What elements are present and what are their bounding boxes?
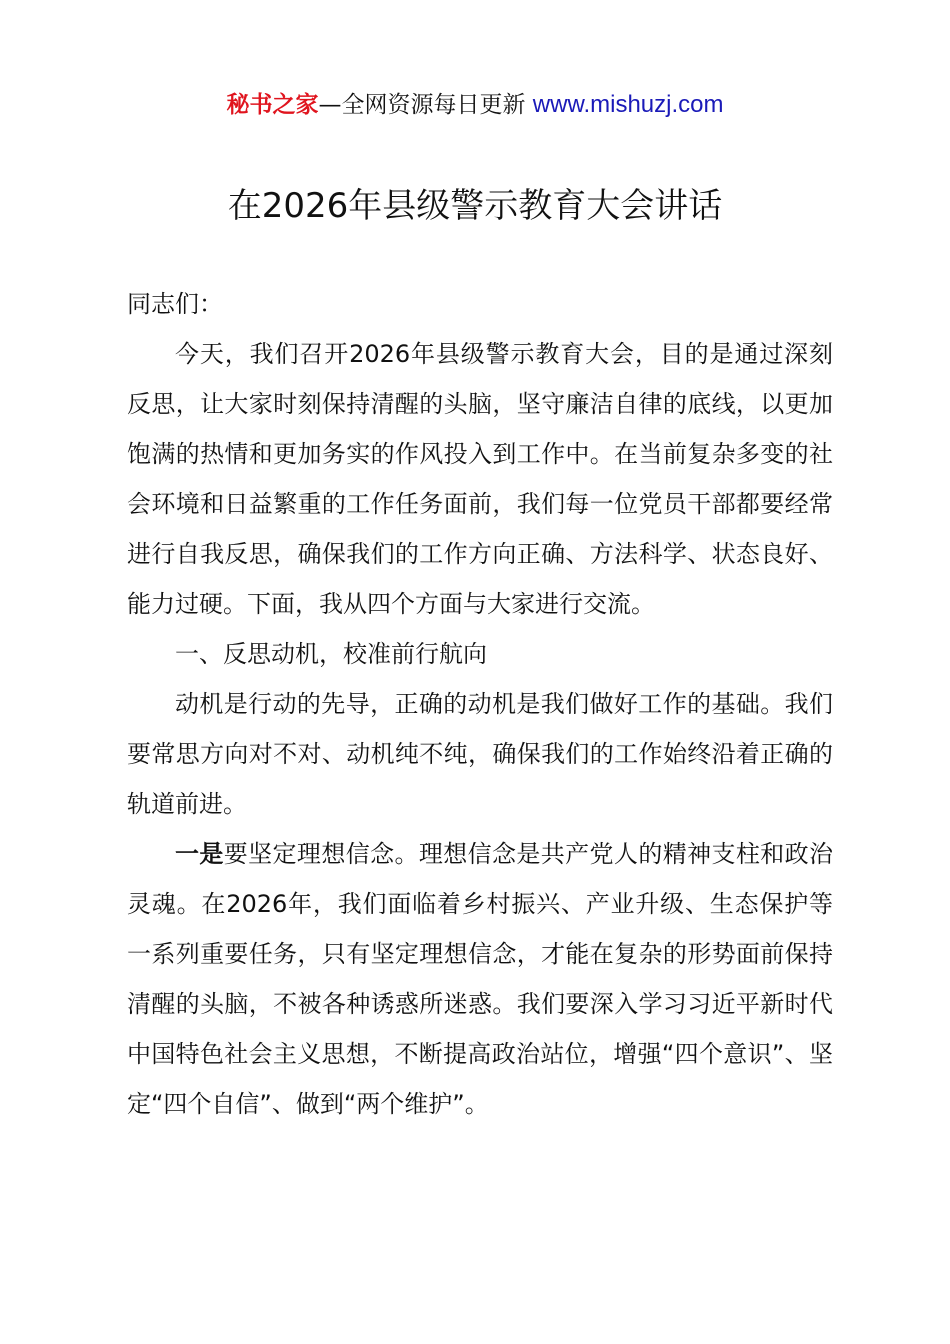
- section-heading: 一、反思动机，校准前行航向: [175, 640, 487, 668]
- salutation: 同志们：: [127, 290, 223, 318]
- document-title: 在2026年县级警示教育大会讲话: [227, 186, 723, 226]
- section-paragraph: 动机是行动的先导，正确的动机是我们做好工作的基础。我们要常思方向对不对、动机纯不纯，确保我们的工作始终沿着正确的轨道前进。: [127, 690, 833, 818]
- point-paragraph: [127, 829, 833, 1129]
- site-header: [0, 88, 950, 122]
- site-url-link[interactable]: www.mishuzj.com: [532, 91, 724, 118]
- document-body: [127, 279, 833, 1129]
- point-text: 要坚定理想信念。理想信念是共产党人的精神支柱和政治灵魂。在2026年，我们面临着乡村振兴、产业升级、生态保护等一系列重要任务，只有坚定理想信念，才能在复杂的形势面前保持清醒的头脑，不被各种诱惑所迷惑。我们要深入学习习近平新时代中国特色社会主义思想，不断提高政治站位，增强“四个意识”、坚定“四个自信”、做到“两个维护”。: [127, 840, 834, 1118]
- site-tagline: —全网资源每日更新: [318, 92, 533, 118]
- intro-paragraph: 今天，我们召开2026年县级警示教育大会，目的是通过深刻反思，让大家时刻保持清醒的头脑，坚守廉洁自律的底线，以更加饱满的热情和更加务实的作风投入到工作中。在当前复杂多变的社会环境和日益繁重的工作任务面前，我们每一位党员干部都要经常进行自我反思，确保我们的工作方向正确、方法科学、状态良好、能力过硬。下面，我从四个方面与大家进行交流。: [127, 340, 833, 618]
- point-lead: 一是: [175, 840, 224, 868]
- brand-name: 秘书之家: [226, 92, 319, 118]
